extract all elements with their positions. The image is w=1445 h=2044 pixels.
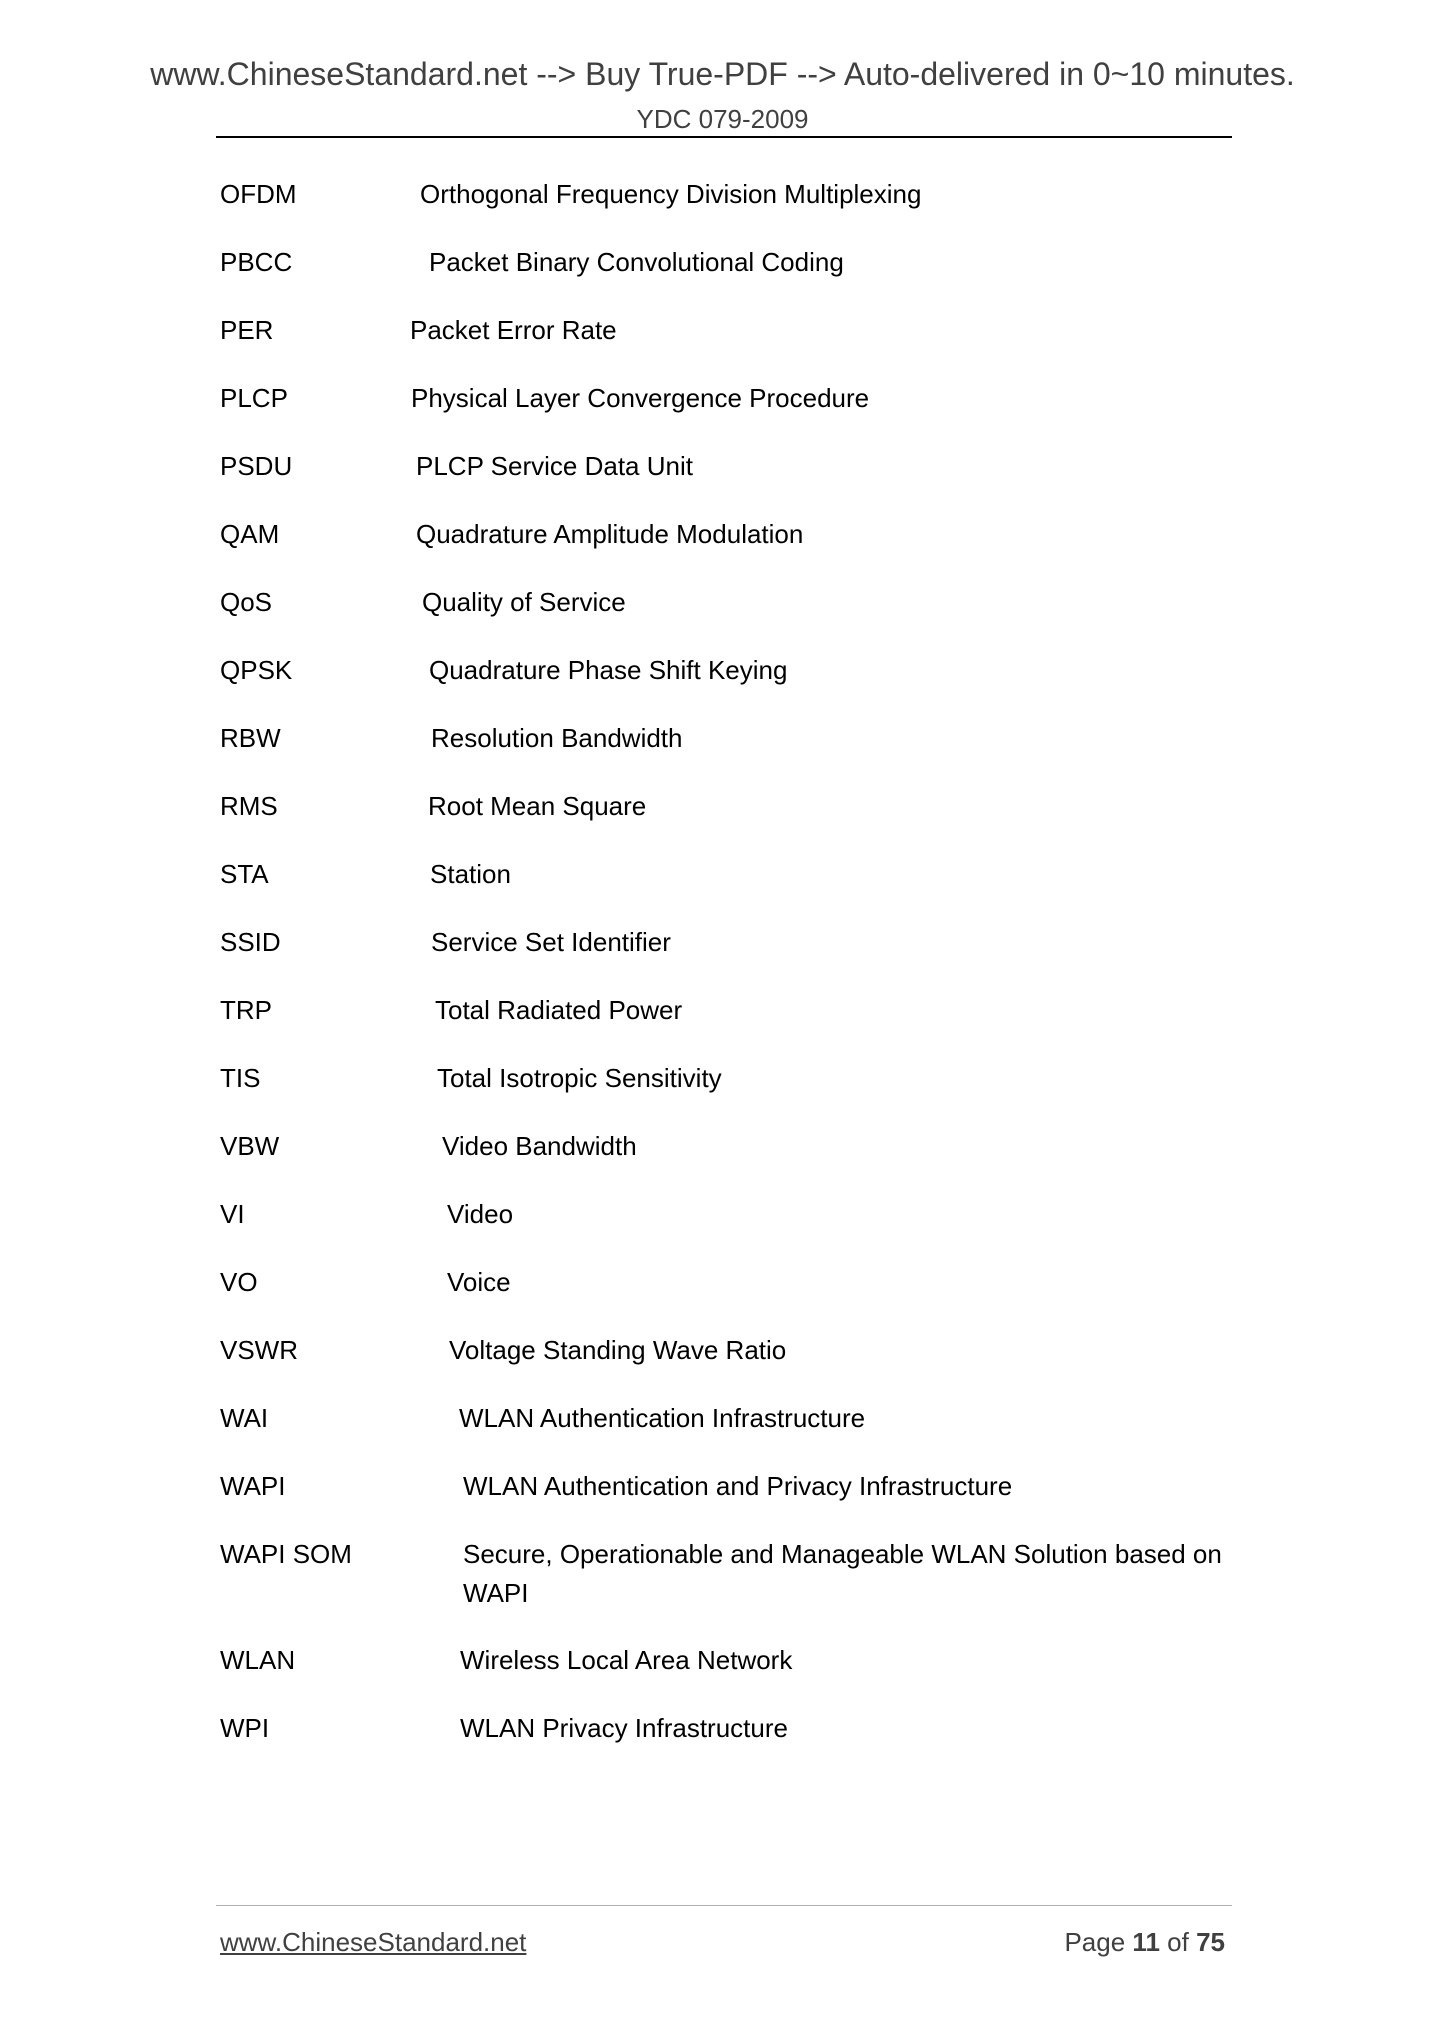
abbreviation-term: PER [220,315,274,345]
abbreviation-definition: Total Radiated Power [435,995,683,1025]
abbreviation-term: RMS [220,791,278,821]
abbreviation-definition: Quadrature Phase Shift Keying [429,655,788,685]
footer-divider [216,1905,1232,1906]
abbreviation-term: WPI [220,1713,270,1743]
abbreviation-definition: Resolution Bandwidth [431,723,683,753]
abbreviation-definition: WLAN Privacy Infrastructure [460,1713,788,1743]
footer-website-link[interactable]: www.ChineseStandard.net [220,1927,527,1957]
abbreviation-term: RBW [220,723,281,753]
current-page: 11 [1132,1927,1160,1957]
abbreviation-definition: Orthogonal Frequency Division Multiplexing [420,179,922,209]
abbreviation-term: QAM [220,519,280,549]
abbreviation-definition: Secure, Operationable and Manageable WLAN Solution based on WAPI [463,1539,1222,1608]
page-label: Page [1064,1927,1126,1957]
abbreviation-definition: Physical Layer Convergence Procedure [411,383,870,413]
abbreviation-definition: Video [447,1199,514,1229]
abbreviation-definition: Voice [447,1267,511,1297]
abbreviation-term: VBW [220,1131,280,1161]
abbreviation-definition: Wireless Local Area Network [460,1645,793,1675]
abbreviation-definition: Quadrature Amplitude Modulation [416,519,804,549]
header-banner: www.ChineseStandard.net --> Buy True-PDF --> Auto-delivered in 0~10 minutes. [150,56,1295,92]
abbreviation-term: WLAN [220,1645,296,1675]
abbreviation-definition: Packet Error Rate [410,315,617,345]
abbreviation-definition: Root Mean Square [428,791,647,821]
abbreviation-term: QPSK [220,655,293,685]
abbreviation-term: WAPI SOM [220,1539,352,1569]
abbreviation-term: VSWR [220,1335,298,1365]
document-id: YDC 079-2009 [636,104,809,134]
abbreviation-term: QoS [220,587,273,617]
abbreviation-term: PBCC [220,247,293,277]
total-pages: 75 [1196,1927,1225,1957]
abbreviation-term: VO [220,1267,258,1297]
abbreviation-term: WAPI [220,1471,286,1501]
abbreviation-term: PSDU [220,451,293,481]
abbreviation-definition: Station [430,859,511,889]
abbreviation-definition: Voltage Standing Wave Ratio [449,1335,787,1365]
abbreviation-definition: WLAN Authentication Infrastructure [459,1403,866,1433]
abbreviation-term: SSID [220,927,281,957]
abbreviation-term: TRP [220,995,272,1025]
abbreviation-definition: Total Isotropic Sensitivity [437,1063,722,1093]
page-number [1064,1927,1225,1958]
page-of-label: of [1167,1927,1189,1957]
abbreviation-term: VI [220,1199,245,1229]
abbreviation-term: STA [220,859,269,889]
abbreviation-definition: PLCP Service Data Unit [416,451,693,481]
abbreviation-term: PLCP [220,383,288,413]
abbreviation-definition: Quality of Service [422,587,626,617]
abbreviation-term: TIS [220,1063,261,1093]
abbreviation-term: OFDM [220,179,297,209]
abbreviation-definition: Service Set Identifier [431,927,671,957]
header-divider [216,136,1232,138]
abbreviation-term: WAI [220,1403,269,1433]
abbreviation-definition: Packet Binary Convolutional Coding [429,247,844,277]
abbreviation-definition: Video Bandwidth [442,1131,637,1161]
abbreviation-definition: WLAN Authentication and Privacy Infrastructure [463,1471,1013,1501]
